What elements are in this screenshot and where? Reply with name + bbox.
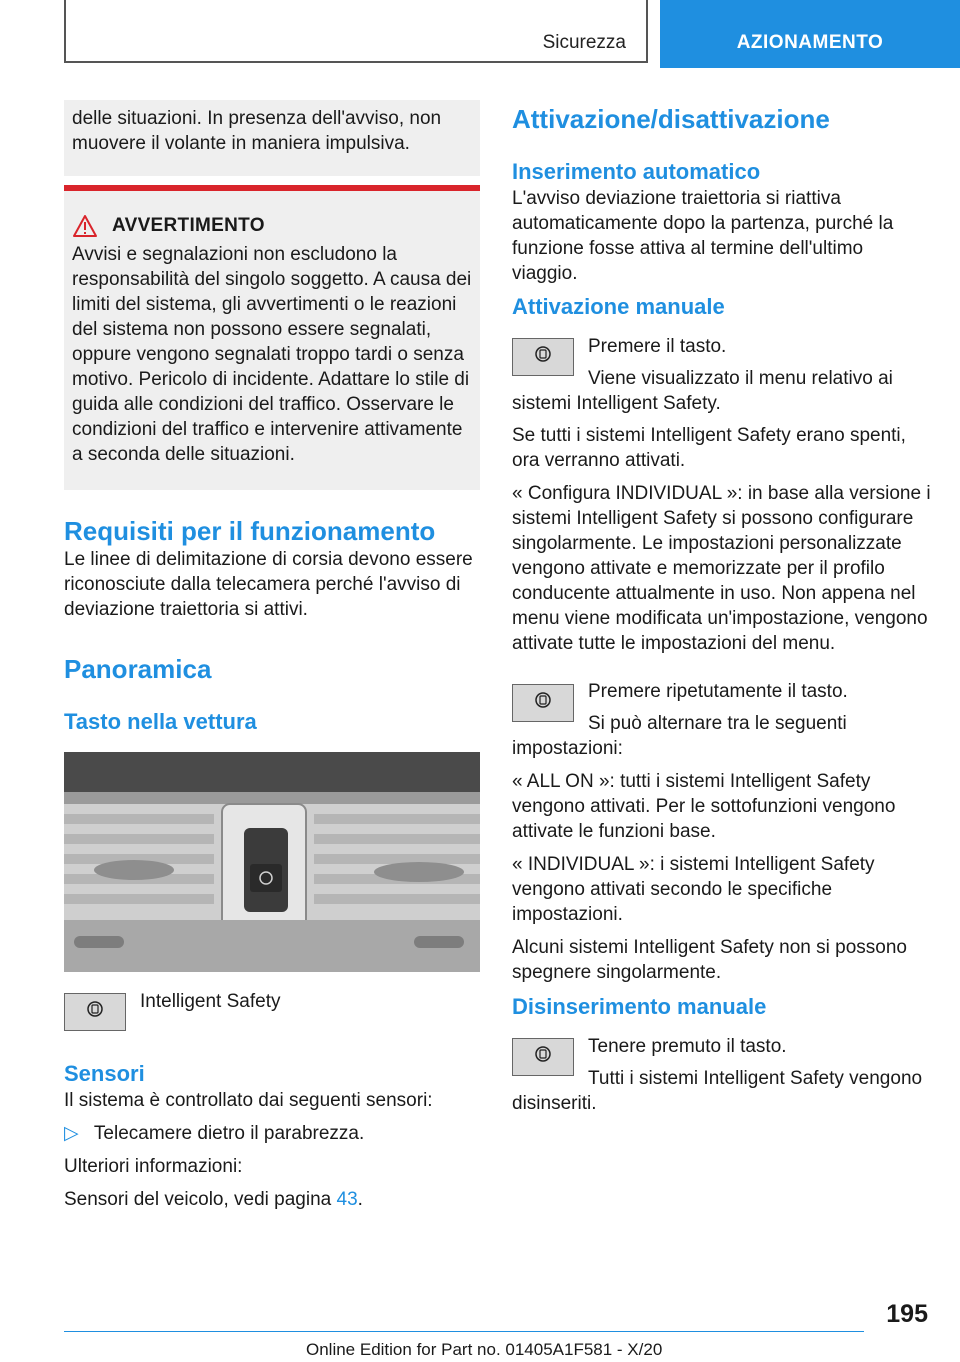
warning-title: AVVERTIMENTO xyxy=(112,215,265,236)
continued-note: delle situazioni. In presenza dell'avviso, non muovere il volante in maniera impulsiva. xyxy=(72,108,442,154)
auto-activation-title: Inserimento automatico xyxy=(512,159,761,184)
manual-step1: Premere il tasto. xyxy=(588,336,727,357)
warning-triangle-icon xyxy=(72,214,112,238)
manual-off-title: Disinserimento manuale xyxy=(512,994,767,1019)
header-section: Sicurezza xyxy=(542,32,626,53)
requirements-title: Requisiti per il funzionamento xyxy=(64,516,436,546)
sensor-bullet-item xyxy=(64,1121,480,1146)
sensors-intro: Il sistema è controllato dai seguenti sensori: xyxy=(64,1090,433,1111)
activation-title: Attivazione/disattivazione xyxy=(512,104,830,134)
footer-divider xyxy=(64,1331,864,1332)
auto-activation-text: L'avviso deviazione traiettoria si riattiva automaticamente dopo la partenza, purché la funzione fosse attiva al termine dell'ultimo viaggio. xyxy=(512,188,894,284)
footer-edition: Online Edition for Part no. 01405A1F581 - X/20 xyxy=(306,1340,663,1359)
header-chapter: AZIONAMENTO xyxy=(736,32,884,53)
page-link[interactable]: 43 xyxy=(336,1189,358,1210)
off-step1b: Tutti i sistemi Intelligent Safety vengono disinseriti. xyxy=(512,1068,923,1114)
intelligent-safety-icon xyxy=(86,1000,104,1025)
header-chapter-tab xyxy=(660,0,960,68)
requirements-text: Le linee di delimitazione di corsia devono essere riconosciute dalla telecamera perché l'avviso di deviazione traiettoria si attivi. xyxy=(64,549,473,620)
warning-text: Avvisi e segnalazioni non escludono la responsabilità del singolo soggetto. A causa dei limiti del sistema, gli avvertimenti o le reazioni del sistema non possono essere segnalati, oppure vengono segnalati troppo tardi o senza motivo. Pericolo di incidente. Adattare lo stile di guida alle condizioni del traffico. Osservare le condizioni del traffico e intervenire attivamente a seconda delle situazioni. xyxy=(72,244,472,465)
manual-paragraph-5: Alcuni sistemi Intelligent Safety non si possono spegnere singolarmente. xyxy=(512,937,907,983)
reference-text: Sensori del veicolo, vedi pagina xyxy=(64,1189,332,1210)
manual-paragraph-1: Se tutti i sistemi Intelligent Safety erano spenti, ora verranno attivati. xyxy=(512,425,906,471)
manual-paragraph-4: « INDIVIDUAL »: i sistemi Intelligent Safety vengono attivati secondo le specifiche impostazioni. xyxy=(512,854,875,925)
continued-note-box xyxy=(64,100,480,176)
overview-title: Panoramica xyxy=(64,654,212,684)
warning-box xyxy=(64,185,480,490)
header-section-tab xyxy=(64,0,648,63)
manual-step2: Premere ripetutamente il tasto. xyxy=(588,681,848,702)
sensor-bullet-text: Telecamere dietro il parabrezza. xyxy=(93,1123,365,1144)
manual-step1b: Viene visualizzato il menu relativo ai sistemi Intelligent Safety. xyxy=(512,368,893,414)
manual-step2b: Si può alternare tra le seguenti impostazioni: xyxy=(512,713,847,759)
manual-activation-title: Attivazione manuale xyxy=(512,294,725,319)
sensors-title: Sensori xyxy=(64,1061,145,1086)
off-step1: Tenere premuto il tasto. xyxy=(588,1036,787,1057)
manual-paragraph-2: « Configura INDIVIDUAL »: in base alla versione i sistemi Intelligent Safety si possono configurare singolarmente. Le impostazioni personalizzate vengono attivate e memorizzate per il profilo conducente attualmente in uso. Non appena nel menu viene modificata un'impostazione, vengono attivate tutte le impostazioni del menu. xyxy=(512,483,931,654)
page-number: 195 xyxy=(886,1300,928,1328)
more-info-label: Ulteriori informazioni: xyxy=(64,1156,243,1177)
intelligent-safety-key xyxy=(64,993,126,1031)
vehicle-button-photo xyxy=(64,752,480,972)
reference-end: . xyxy=(357,1189,363,1210)
bullet-triangle-icon: ▷ xyxy=(64,1123,79,1144)
button-in-vehicle-title: Tasto nella vettura xyxy=(64,709,257,734)
manual-paragraph-3: « ALL ON »: tutti i sistemi Intelligent Safety vengono attivati. Per le sottofunzioni vengono attivate le funzioni base. xyxy=(512,771,896,842)
intelligent-safety-label: Intelligent Safety xyxy=(140,991,281,1012)
sensors-reference xyxy=(64,1187,480,1212)
